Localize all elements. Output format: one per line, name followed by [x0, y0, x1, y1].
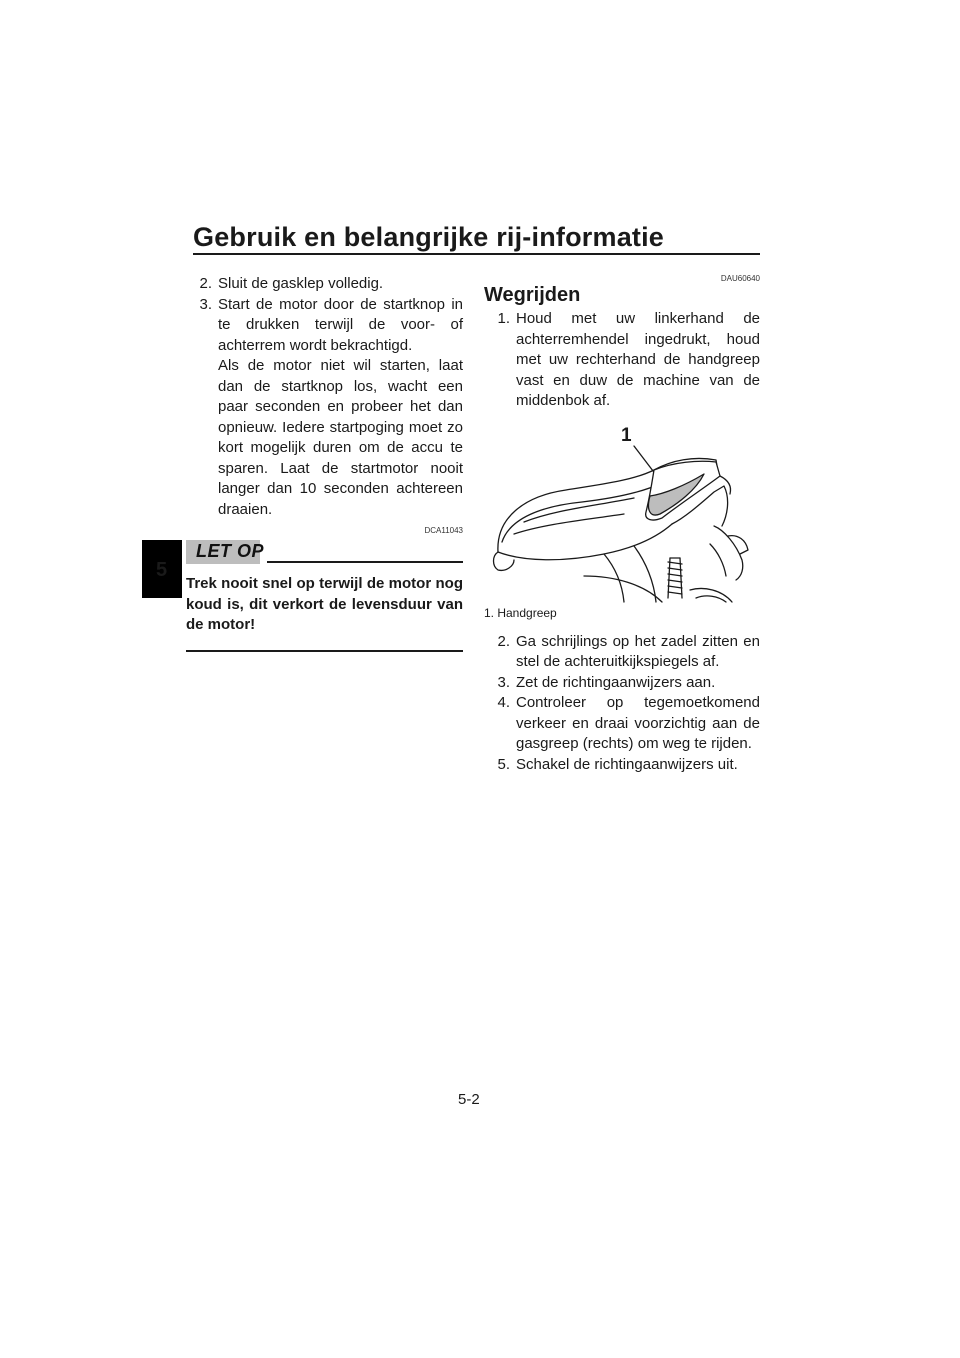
step-text: Houd met uw linkerhand de achterremhendel ingedrukt, houd met uw rechterhand de handgreep vast en duw de machine van de middenbok af. — [516, 310, 760, 409]
step-5 — [484, 755, 760, 776]
step-number: 3. — [199, 295, 212, 313]
right-column — [484, 274, 760, 775]
step-number: 5. — [497, 755, 510, 773]
step-text: Sluit de gasklep volledig. — [218, 275, 384, 292]
section-code: DAU60640 — [720, 274, 760, 283]
step-body — [218, 295, 463, 521]
step-2 — [186, 274, 463, 295]
step-1 — [484, 309, 760, 412]
step-3 — [484, 673, 760, 694]
step-number: 4. — [497, 694, 510, 711]
step-note: Als de motor niet wil starten, laat dan de startknop los, wacht een paar seconden en probeer het dan opnieuw. Iedere startpoging moet zo kort mogelijk duren om de accu te sparen. Laat de startmotor nooit langer dan 10 seconden achtereen draaien. — [218, 357, 463, 518]
figure-caption: 1. Handgreep — [484, 605, 557, 620]
step-number: 2. — [497, 632, 510, 650]
scooter-seat-illustration — [484, 426, 760, 604]
step-text: Ga schrijlings op het zadel zitten en stel de achteruitkijkspiegels af. — [516, 632, 760, 670]
left-column — [186, 274, 463, 652]
chapter-number: 5 — [156, 559, 168, 581]
caution-label: LET OP — [196, 541, 265, 561]
page-number: 5-2 — [458, 1091, 480, 1108]
caution-end-rule — [186, 650, 463, 652]
step-2 — [484, 632, 760, 673]
page-title: Gebruik en belangrijke rij-informatie — [193, 222, 665, 252]
figure-callout: 1 — [621, 424, 632, 446]
caution-rule — [267, 561, 463, 563]
section-title: Wegrijden — [484, 284, 581, 306]
step-4 — [484, 693, 760, 755]
step-text: Zet de richtingaanwijzers aan. — [516, 673, 716, 691]
steps-list — [484, 632, 760, 776]
title-rule — [193, 253, 760, 255]
caution-header — [186, 540, 463, 566]
step-3 — [186, 295, 463, 521]
step-number: 3. — [497, 673, 510, 691]
step-text: Start de motor door de startknop in te drukken terwijl de voor- of achterrem wordt bekrachtigd. — [218, 295, 463, 354]
step-number: 2. — [199, 275, 212, 292]
step-number: 1. — [497, 310, 510, 327]
step-text: Controleer op tegemoetkomend verkeer en draai voorzichtig aan de gasgreep (rechts) om weg te rijden. — [516, 694, 760, 752]
scooter-seat-figure — [484, 426, 760, 604]
caution-code: DCA11043 — [424, 526, 463, 535]
caution-text: Trek nooit snel op terwijl de motor nog koud is, dit verkort de levensduur van de motor! — [186, 575, 463, 633]
step-text: Schakel de richtingaanwijzers uit. — [516, 755, 738, 773]
